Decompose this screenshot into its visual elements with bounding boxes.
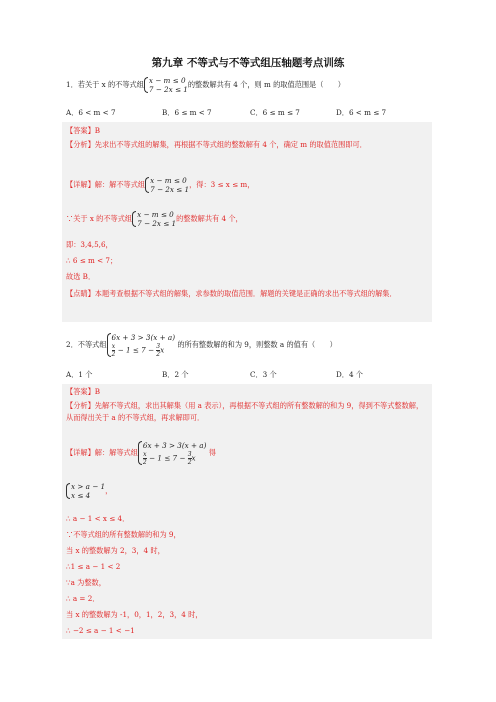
q2-detail-frac2-den: 2 xyxy=(187,459,192,466)
q1-analysis-text: 先求出不等式组的解集，再根据不等式组的整数解有 4 个，确定 m 的取值范围即可． xyxy=(94,140,367,149)
q1-analysis xyxy=(66,139,428,151)
q2-frac1-num: x xyxy=(111,343,116,350)
q1-detail-start: 解：解不等式组 xyxy=(94,180,146,189)
q2-detail-system-x: x xyxy=(191,453,196,463)
q2-case-1: 当 x 的整数解为 2，3，4 时， xyxy=(66,546,165,555)
q1-integer-solutions: 即：3,4,5,6， xyxy=(66,240,113,249)
q2-analysis-text: 先解不等式组，求出其解集（用 a 表示），再根据不等式组的所有整数解的和为 9，得到不等式整数解，从而得出关于 a 的不等式组，再求解即可． xyxy=(66,401,424,422)
q1-since-system-line-1: x − m ≤ 0 xyxy=(137,210,174,219)
q2-detail-fraction-x-over-2 xyxy=(143,451,147,466)
question-1-stem xyxy=(66,76,345,94)
q1-stem-start: 1．若关于 x 的不等式组 xyxy=(66,80,144,89)
q2-stem-start: 2．不等式组 xyxy=(66,340,107,349)
q2-result-line-1: x > a − 1 xyxy=(71,482,106,491)
q1-detail-system-line-2: 7 − 2x ≤ 1 xyxy=(150,185,190,194)
q1-system-line-1: x − m ≤ 0 xyxy=(148,76,186,85)
q1-system-line-2: 7 − 2x ≤ 1 xyxy=(148,85,188,94)
q2-system-line-1: 6x + 3 > 3(x + a) xyxy=(111,333,176,342)
q2-detail-system xyxy=(138,440,207,466)
q2-result-system xyxy=(66,482,105,500)
q2-detail-frac1-num: x xyxy=(143,451,147,458)
q2-option-b: B．2 个 xyxy=(162,370,189,379)
q1-detail-end: ，得：3 ≤ x ≤ m， xyxy=(189,180,255,189)
q2-a-equals: ∴ a = 2． xyxy=(66,594,100,603)
q2-frac2-num: 3 xyxy=(156,343,161,350)
q2-answer: 【答案】B xyxy=(66,387,101,396)
q1-stem-end: 的整数解共有 4 个，则 m 的取值范围是（ ） xyxy=(187,80,345,89)
q2-option-d: D．4 个 xyxy=(336,370,363,379)
q2-case-2: 当 x 的整数解为 -1，0，1，2，3，4 时， xyxy=(66,610,203,619)
q2-range: ∴ a − 1 < x ≤ 4． xyxy=(66,514,130,523)
q1-comment-tag: 【点睛】 xyxy=(66,289,95,298)
q1-since xyxy=(66,210,243,228)
q2-detail-system-line-1: 6x + 3 > 3(x + a) xyxy=(142,441,207,450)
q1-therefore: ∴ 6 ≤ m < 7； xyxy=(66,256,118,265)
q2-detail-system-line-2 xyxy=(143,451,207,466)
question-2-stem xyxy=(66,332,337,358)
q2-system-line-2 xyxy=(112,343,176,358)
q1-since-start: ∵关于 x 的不等式组 xyxy=(66,214,133,223)
q2-result-line-2: x ≤ 4 xyxy=(71,491,91,500)
q2-detail xyxy=(66,440,216,466)
q1-since-system xyxy=(132,210,176,228)
q1-option-a: A．6 < m < 7 xyxy=(66,108,116,117)
q2-inequality-2: ∴ −2 ≤ a − 1 < −1 xyxy=(66,626,135,635)
q2-frac1-den: 2 xyxy=(111,351,116,358)
q1-detail-system xyxy=(145,176,189,194)
page-title: 第九章 不等式与不等式组压轴题考点训练 xyxy=(151,57,345,69)
q2-result-tail: ， xyxy=(105,486,113,495)
q2-detail-system-middle: − 1 ≤ 7 − xyxy=(149,453,186,463)
q2-frac2-den: 2 xyxy=(156,351,161,358)
q1-inequality-system xyxy=(144,76,188,94)
q1-option-d: D．6 < m ≤ 7 xyxy=(336,108,387,117)
q2-detail-end: 得 xyxy=(208,448,216,457)
q2-system-x: x xyxy=(160,345,165,355)
q1-comment xyxy=(66,288,428,300)
q2-option-a: A．1 个 xyxy=(66,370,93,379)
q2-fraction-x-over-2 xyxy=(112,343,116,358)
q1-since-end: 的整数解共有 4 个， xyxy=(176,214,243,223)
q2-analysis-tag: 【分析】 xyxy=(66,401,95,410)
q2-analysis xyxy=(66,400,428,424)
q2-a-integer: ∵a 为整数， xyxy=(66,578,106,587)
q1-detail-system-line-1: x − m ≤ 0 xyxy=(150,176,187,185)
q2-detail-tag: 【详解】 xyxy=(66,448,95,457)
q2-detail-frac2-num: 3 xyxy=(187,451,192,458)
q1-choice: 故选 B． xyxy=(66,272,96,281)
q1-analysis-tag: 【分析】 xyxy=(66,140,95,149)
q2-inequality-system xyxy=(107,332,176,358)
q2-system-middle: − 1 ≤ 7 − xyxy=(117,345,154,355)
q2-detail-start: 解：解等式组 xyxy=(94,448,138,457)
q1-comment-text: 本题考查根据不等式组的解集，求参数的取值范围．解题的关键是正确的求出不等式组的解集． xyxy=(94,289,397,298)
q1-option-c: C．6 ≤ m ≤ 7 xyxy=(250,108,300,117)
q1-detail xyxy=(66,176,254,194)
q1-detail-tag: 【详解】 xyxy=(66,180,95,189)
q2-detail-frac1-den: 2 xyxy=(142,459,147,466)
q2-since: ∵不等式组的所有整数解的和为 9， xyxy=(66,530,181,539)
q2-option-c: C．3 个 xyxy=(250,370,277,379)
q2-stem-end: 的所有整数解的和为 9，则整数 a 的值有（ ） xyxy=(177,340,337,349)
q2-result xyxy=(66,482,112,500)
q1-answer: 【答案】B xyxy=(66,126,101,135)
q2-inequality-1: ∴1 ≤ a − 1 < 2 xyxy=(66,562,121,571)
q1-option-b: B．6 ≤ m < 7 xyxy=(162,108,212,117)
q1-since-system-line-2: 7 − 2x ≤ 1 xyxy=(137,219,177,228)
